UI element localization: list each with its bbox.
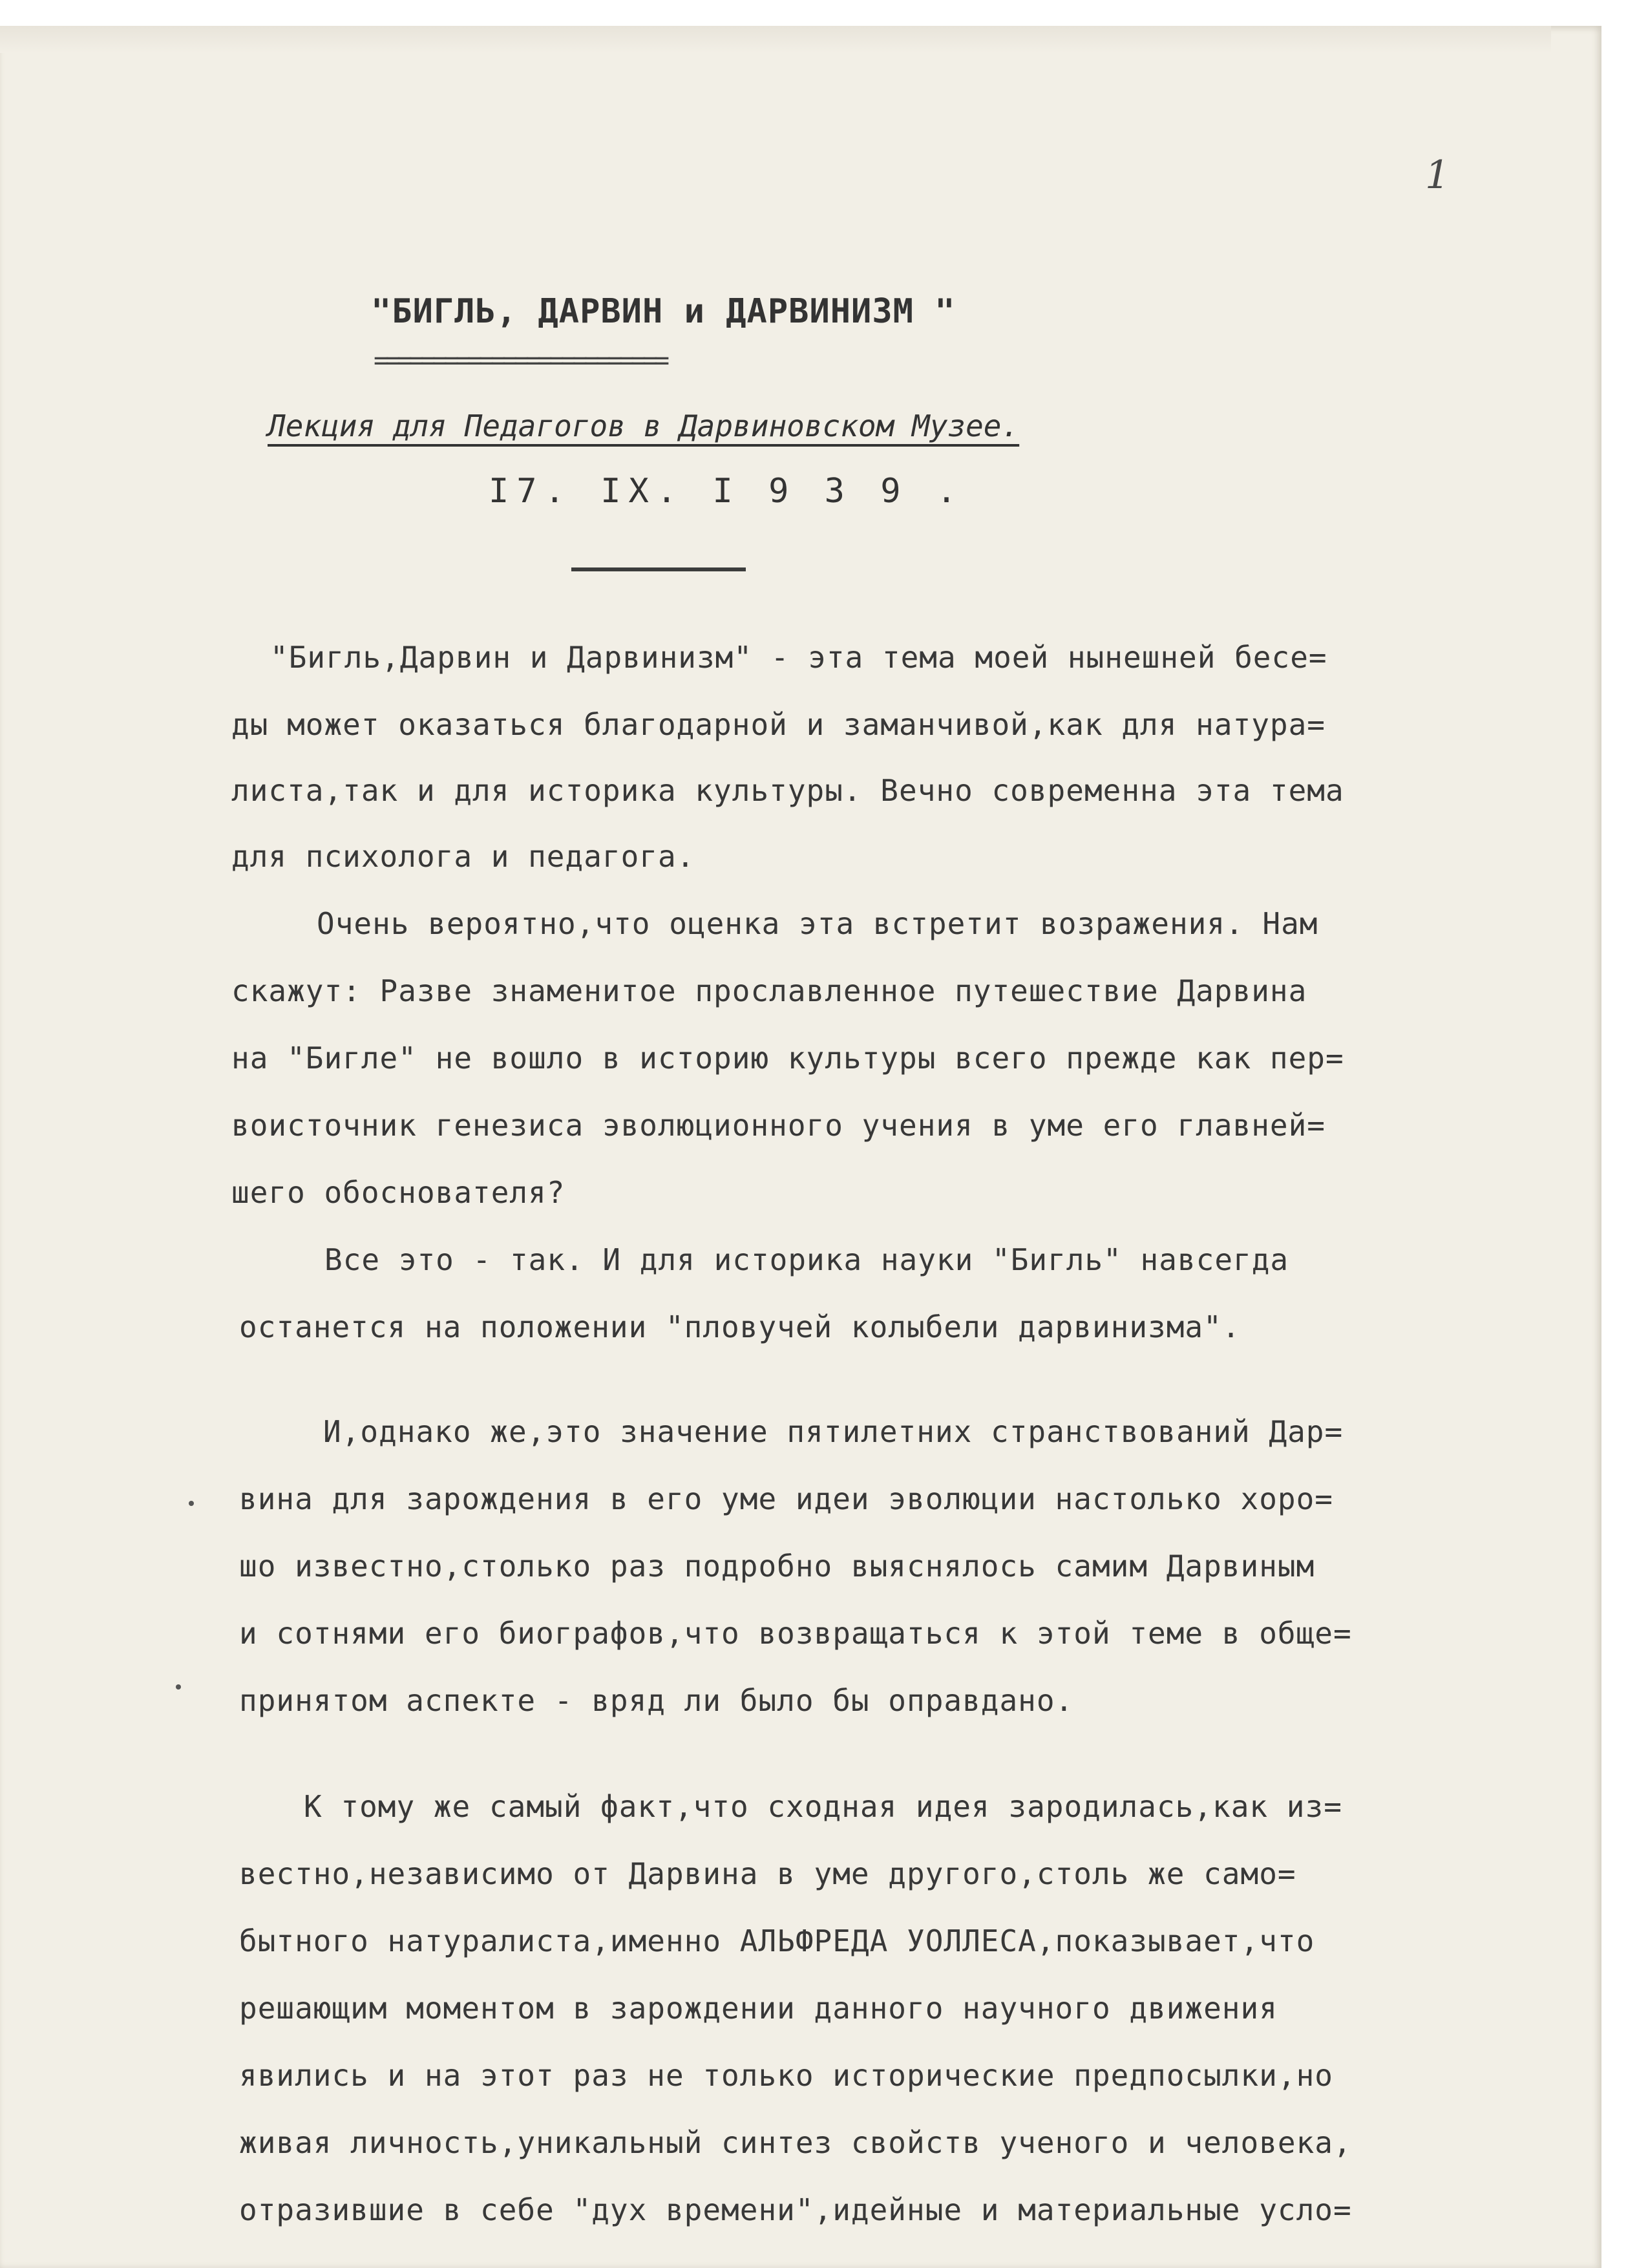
body-line: и сотнями его биографов,что возвращаться к этой теме в обще=: [239, 1616, 1352, 1651]
body-line: явились и на этот раз не только исторические предпосылки,но: [239, 2058, 1333, 2093]
lecture-title: "БИГЛЬ, ДАРВИН и ДАРВИНИЗМ ": [371, 292, 956, 331]
body-line: Все это - так. И для историка науки "Бигль" навсегда: [324, 1242, 1289, 1277]
body-line: скажут: Разве знаменитое прославленное путешествие Дарвина: [231, 973, 1307, 1008]
body-line: "Бигль,Дарвин и Дарвинизм" - эта тема моей нынешней бесе=: [270, 640, 1327, 675]
body-line: на "Бигле" не вошло в историю культуры всего прежде как пер=: [231, 1041, 1344, 1076]
body-line: вина для зарождения в его уме идеи эволюции настолько хоро=: [239, 1481, 1333, 1516]
body-line: шего обоснователя?: [231, 1175, 565, 1210]
body-line: воисточник генезиса эволюционного учения в уме его главней=: [231, 1108, 1326, 1143]
body-line: ды может оказаться благодарной и заманчивой,как для натура=: [231, 707, 1326, 742]
body-line: отразившие в себе "дух времени",идейные и материальные усло=: [239, 2192, 1352, 2227]
body-line: вестно,независимо от Дарвина в уме другого,столь же само=: [239, 1856, 1296, 1891]
body-line: Очень вероятно,что оценка эта встретит возражения. Нам: [317, 906, 1318, 941]
body-line: бытного натуралиста,именно АЛЬФРЕДА УОЛЛЕСА,показывает,что: [239, 1924, 1315, 1958]
body-line: И,однако же,это значение пятилетних странствований Дар=: [323, 1414, 1344, 1449]
ink-speck: [189, 1501, 194, 1506]
date-separator: [571, 567, 746, 571]
upper-sheet-edge: [0, 26, 1551, 53]
body-line: К тому же самый факт,что сходная идея зародилась,как из=: [304, 1789, 1342, 1824]
ink-speck: [176, 1684, 181, 1690]
page-number: 1: [1425, 153, 1450, 198]
body-line: решающим моментом в зарождении данного научного движения: [239, 1991, 1278, 2026]
body-line: листа,так и для историка культуры. Вечно современна эта тема: [231, 773, 1344, 808]
lecture-subtitle: Лекция для Педагогов в Дарвиновском Музее.: [268, 408, 1020, 443]
title-underline: =========================: [374, 346, 666, 376]
body-line: живая личность,уникальный синтез свойств ученого и человека,: [239, 2125, 1352, 2160]
document-page: [0, 26, 1601, 2268]
lecture-date: I7. IX. I 9 3 9 .: [489, 472, 965, 511]
body-line: для психолога и педагога.: [231, 839, 695, 874]
body-line: останется на положении "пловучей колыбели дарвинизма".: [239, 1309, 1241, 1344]
body-line: шо известно,столько раз подробно выяснялось самим Дарвиным: [239, 1549, 1315, 1584]
body-line: принятом аспекте - вряд ли было бы оправдано.: [239, 1683, 1074, 1718]
